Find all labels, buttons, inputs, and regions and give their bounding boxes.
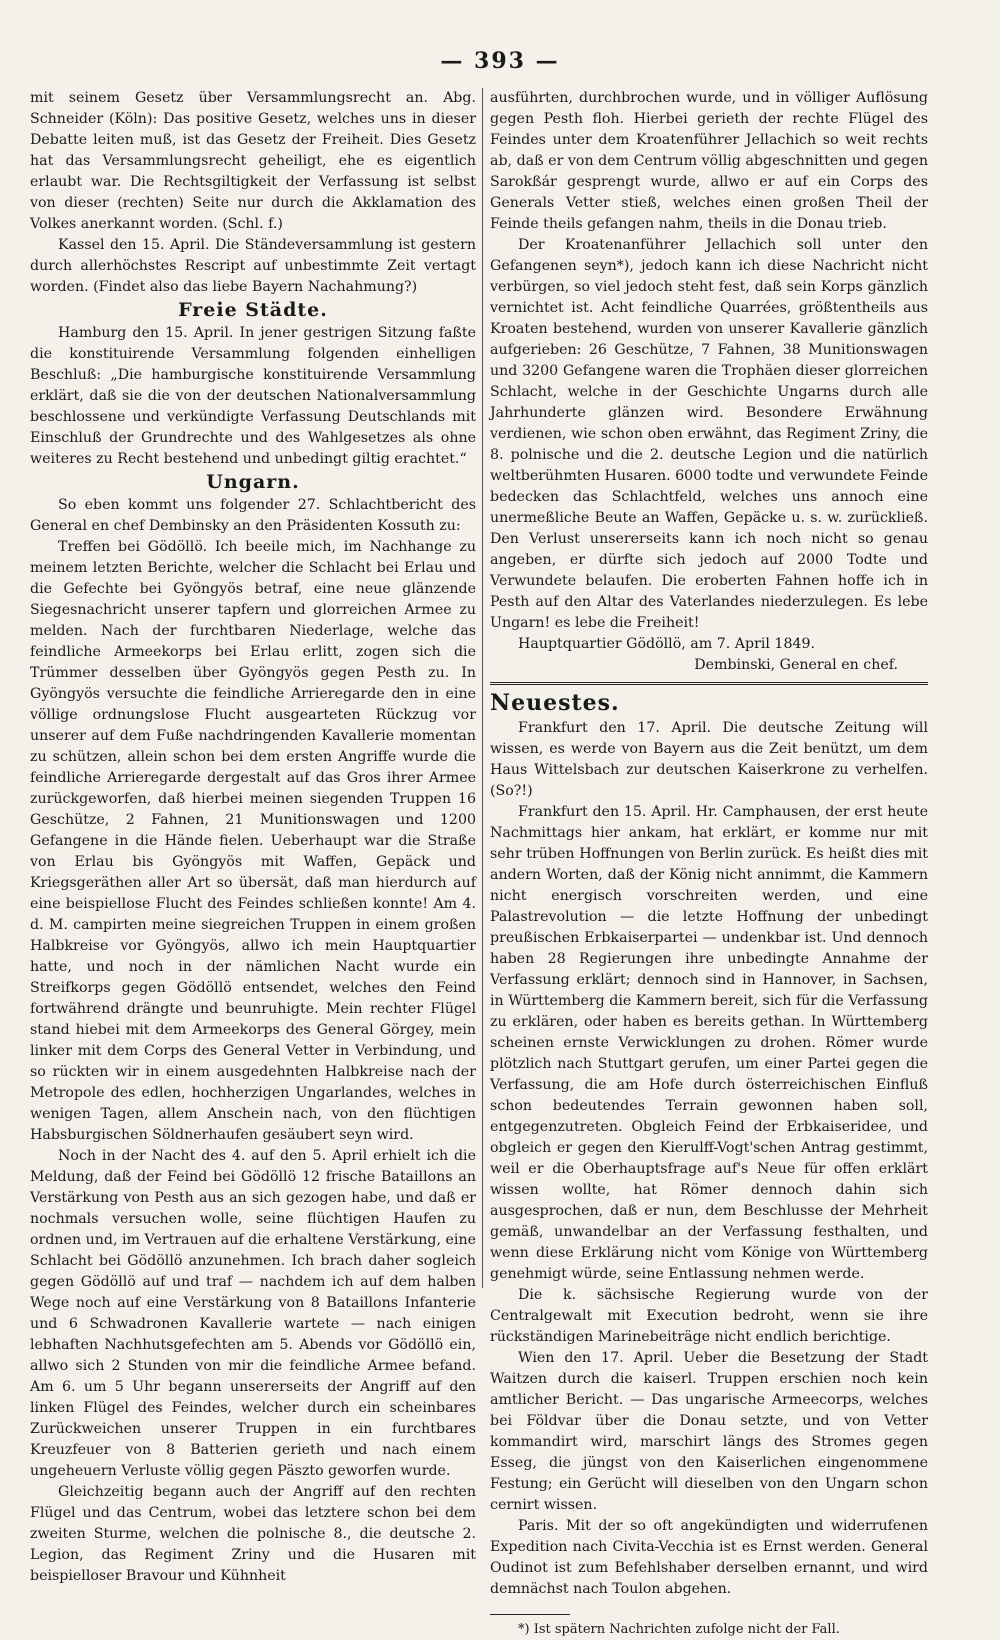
article-paragraph: So eben kommt uns folgender 27. Schlachtbericht des General en chef Dembinsky an den Präsidenten Kossuth zu:: [30, 497, 476, 534]
footnote-separator: [490, 1614, 570, 1615]
article-paragraph: Noch in der Nacht des 4. auf den 5. April erhielt ich die Meldung, daß der Feind bei Gödöllö 12 frische Bataillons an Verstärkung von Pesth aus an sich gezogen habe, und daß er nochmals versuchen wolle, seine flüchtigen Haufen zu ordnen und, im Vertrauen auf die erhaltene Verstärkung, eine Schlacht bei Gödöllö anzunehmen. Ich brach daher sogleich gegen Gödöllö auf und traf — nachdem ich auf dem halben Wege noch auf eine Verstärkung von 8 Bataillons Infanterie und 6 Schwadronen Kavallerie wartete — nach einigen lebhaften Nachhutsgefechten am 5. Abends vor Gödöllö ein, allwo sich 2 Stunden von mir die feindliche Armee befand. Am 6. um 5 Uhr begann unsererseits der Angriff auf den linken Flügel des Feindes, welcher durch ein scheinbares Zurückweichen unserer Truppen in ein furchtbares Kreuzfeuer von 8 Batterien gerieth und nach einem ungeheuern Verluste völlig gegen Päszto geworfen wurde.: [30, 1148, 476, 1479]
article-paragraph: Der Kroatenanführer Jellachich soll unter den Gefangenen seyn*), jedoch kann ich diese Nachricht nicht verbürgen, so viel jedoch steht fest, daß sein Korps gänzlich vernichtet ist. Acht feindliche Quarrées, größtentheils aus Kroaten bestehend, wurden von unserer Kavallerie gänzlich aufgerieben: 26 Geschütze, 7 Fahnen, 38 Munitionswagen und 3200 Gefangene waren die Trophäen dieser glorreichen Schlacht, welche in der Geschichte Ungarns durch alle Jahrhunderte glänzen wird. Besondere Erwähnung verdienen, wie schon oben erwähnt, das Regiment Zriny, die 8. polnische und die 2. deutsche Legion und die natürlich weltberühmten Husaren. 6000 todte und verwundete Feinde bedecken das Schlachtfeld, welches uns annoch eine unermeßliche Beute an Waffen, Gepäcke u. s. w. zurückließ. Den Verlust unsererseits kann ich noch nicht so genau angeben, er dürfte sich jedoch auf 2000 Todte und Verwundete belaufen. Die eroberten Fahnen hoffe ich in Pesth auf den Altar des Vaterlandes niederzulegen. Es lebe Ungarn! es lebe die Freiheit!: [490, 237, 928, 631]
article-paragraph: Paris. Mit der so oft angekündigten und widerrufenen Expedition nach Civita-Vecchia ist es Ernst werden. General Oudinot ist zum Befehlshaber derselben ernannt, und wird demnächst nach Toulon abgehen.: [490, 1518, 928, 1597]
section-heading: Neuestes.: [490, 690, 620, 716]
dateline: Hauptquartier Gödöllö, am 7. April 1849.: [518, 636, 816, 652]
signature: Dembinski, General en chef.: [694, 657, 898, 673]
article-paragraph: Frankfurt den 15. April. Hr. Camphausen, der erst heute Nachmittags hier ankam, hat erklärt, er komme nur mit sehr trüben Hoffnungen von Berlin zurück. Es heißt dies mit andern Worten, daß der König nicht annimmt, die Kammern nicht energisch vorschreiten werden, und eine Palastrevolution — die letzte Hoffnung der unbedingt preußischen Erbkaiserpartei — undenkbar ist. Und dennoch haben 28 Regierungen ihre unbedingte Annahme der Verfassung erklärt; dennoch sind in Hannover, in Sachsen, in Württemberg die Kammern bereit, sich für die Verfassung zu erklären, oder haben es bereits gethan. In Württemberg scheinen ernste Verwicklungen zu drohen. Römer wurde plötzlich nach Stuttgart gerufen, um einer Partei gegen die Verfassung, die am Hofe durch österreichischen Einfluß schon bedeutendes Terrain gewonnen haben soll, entgegenzutreten. Obgleich Feind der Erbkaiseridee, und obgleich er gegen den Kierulff-Vogt'schen Antrag gestimmt, weil er die Oberhauptsfrage auf's Neue für offen erklärt wissen wollte, hat Römer dennoch dahin sich ausgesprochen, daß er nun, dem Beschlusse der Mehrheit gemäß, unwandelbar an der Verfassung festhalten, und wenn diese Erklärung nicht vom Könige von Württemberg genehmigt würde, seine Entlassung nehmen werde.: [490, 804, 928, 1282]
article-paragraph: Treffen bei Gödöllö. Ich beeile mich, im Nachhange zu meinem letzten Berichte, welcher die Schlacht bei Erlau und die Gefechte bei Gyöngyös betraf, eine neue glänzende Siegesnachricht unserer tapfern und glorreichen Armee zu melden. Nach der furchtbaren Niederlage, welche das feindliche Armeekorps bei Erlau erlitt, zogen sich die Trümmer desselben über Gyöngyös gegen Pesth zu. In Gyöngyös versuchte die feindliche Arrieregarde den in eine völlige ordnungslose Flucht ausgearteten Rückzug vor unserer auf dem Fuße nachdringenden Kavallerie momentan zu schützen, allein schon bei dem ersten Angriffe wurde die feindliche Arrieregarde dergestalt auf das Gros ihrer Armee zurückgeworfen, daß hierbei meinen siegenden Truppen 16 Geschütze, 2 Fahnen, 21 Munitionswagen und 1200 Gefangene in die Hände fielen. Ueberhaupt war die Straße von Erlau bis Gyöngyös mit Waffen, Gepäck und Kriegsgeräthen aller Art so übersät, daß man hierdurch auf eine beispiellose Flucht des Feindes schließen konnte! Am 4. d. M. campirten meine siegreichen Truppen in einem großen Halbkreise vor Gyöngyös, allwo ich mein Hauptquartier hatte, und noch in der nämlichen Nacht wurde ein Streifkorps gegen Gödöllö entsendet, welches den Feind fortwährend drängte und beunruhigte. Mein rechter Flügel stand hiebei mit dem Armeekorps des General Görgey, mein linker mit dem Corps des General Vetter in Verbindung, und so rückten wir in einem ausgedehnten Halbkreise nach der Metropole des edlen, hochherzigen Ungarlandes, welches in wenigen Tagen, allem Anschein nach, von den flüchtigen Habsburgischen Söldnerhaufen gesäubert seyn wird.: [30, 539, 476, 1143]
right-column: [490, 88, 928, 1640]
footnote: *) Ist spätern Nachrichten zufolge nicht der Fall.: [518, 1622, 840, 1637]
article-paragraph: Wien den 17. April. Ueber die Besetzung der Stadt Waitzen durch die kaiserl. Truppen erschien noch kein amtlicher Bericht. — Das ungarische Armeecorps, welches bei Földvar über die Donau setzte, und von Vetter kommandirt wird, marschirt längs des Stromes gegen Esseg, die jüngst von den Kaiserlichen eingenommene Festung; ein Gerücht will dieselben von den Ungarn schon cernirt wissen.: [490, 1350, 928, 1513]
section-separator: [490, 682, 928, 685]
section-heading: Ungarn.: [206, 471, 300, 493]
column-divider: [482, 88, 483, 1288]
article-paragraph: mit seinem Gesetz über Versammlungsrecht an. Abg. Schneider (Köln): Das positive Gesetz, welches uns in dieser Debatte leiten muß, ist das Gesetz der Freiheit. Dies Gesetz hat das Versammlungsrecht geheiligt, ehe es eigentlich erlaubt war. Die Rechtsgiltigkeit der Verfassung ist selbst von dieser (rechten) Seite nur durch die Akklamation des Volkes anerkannt worden. (Schl. f.): [30, 90, 476, 232]
article-paragraph: ausführten, durchbrochen wurde, und in völliger Auflösung gegen Pesth floh. Hierbei gerieth der rechte Flügel des Feindes unter dem Kroatenführer Jellachich so weit rechts ab, daß er von dem Centrum völlig abgeschnitten und gegen Sarokßár gesprengt wurde, allwo er auf ein Corps des Generals Vetter stieß, welches einen großen Theil der Feinde theils gefangen nahm, theils in die Donau trieb.: [490, 90, 928, 232]
article-paragraph: Hamburg den 15. April. In jener gestrigen Sitzung faßte die konstituirende Versammlung folgenden einhelligen Beschluß: „Die hamburgische konstituirende Versammlung erklärt, daß sie die von der deutschen Nationalversammlung beschlossene und verkündigte Verfassung Deutschlands mit Einschluß der Grundrechte und des Wahlgesetzes als ohne weiteres zu Recht bestehend und unbedingt giltig erachtet.“: [30, 325, 476, 467]
article-paragraph: Die k. sächsische Regierung wurde von der Centralgewalt mit Execution bedroht, wenn sie ihre rückständigen Marinebeiträge nicht endlich berichtige.: [490, 1287, 928, 1345]
article-paragraph: Gleichzeitig begann auch der Angriff auf den rechten Flügel und das Centrum, wobei das letztere schon bei dem zweiten Sturme, welchen die polnische 8., die deutsche 2. Legion, das Regiment Zriny und die Husaren mit beispielloser Bravour und Kühnheit: [30, 1484, 476, 1584]
article-paragraph: Kassel den 15. April. Die Ständeversammlung ist gestern durch allerhöchstes Rescript auf unbestimmte Zeit vertagt worden. (Findet also das liebe Bayern Nachahmung?): [30, 237, 476, 295]
left-column: [30, 88, 476, 1587]
section-heading: Freie Städte.: [178, 299, 328, 321]
article-paragraph: Frankfurt den 17. April. Die deutsche Zeitung will wissen, es werde von Bayern aus die Zeit benützt, um dem Haus Wittelsbach zur deutschen Kaiserkrone zu verhelfen. (So?!): [490, 720, 928, 799]
page-number: — 393 —: [440, 48, 560, 74]
